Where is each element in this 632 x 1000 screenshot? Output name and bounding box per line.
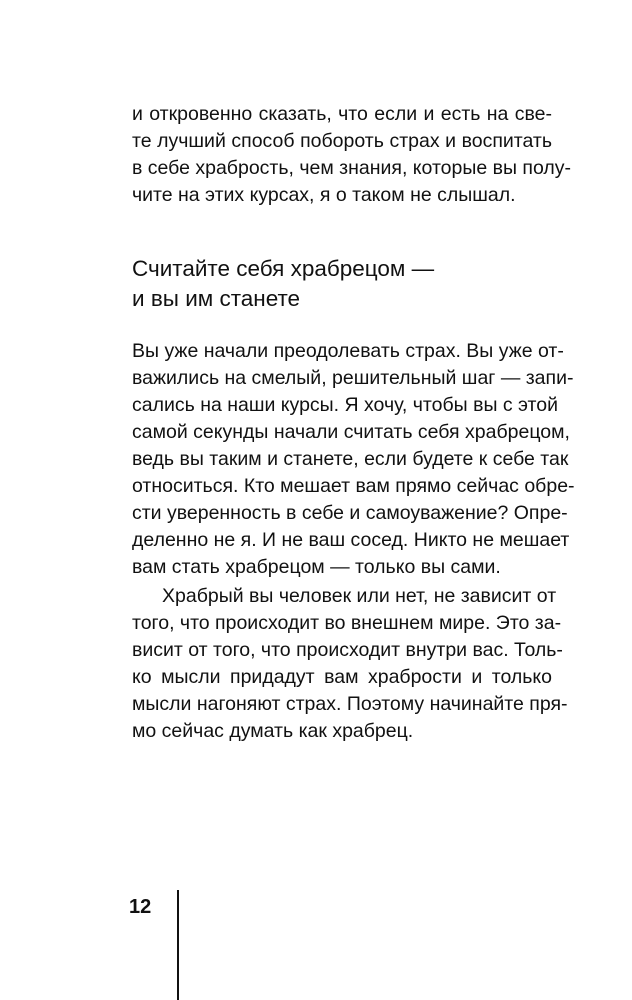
text-line: ко мысли придадут вам храбрости и только	[132, 666, 552, 688]
text-line: и откровенно сказать, что если и есть на све-	[132, 103, 552, 125]
page-number: 12	[129, 896, 152, 918]
text-line: чите на этих курсах, я о таком не слышал.	[132, 184, 516, 206]
text-line: те лучший способ побороть страх и воспитать	[132, 130, 552, 152]
text-line: относиться. Кто мешает вам прямо сейчас обре-	[132, 475, 575, 497]
text-line: сти уверенность в себе и самоуважение? Опре-	[132, 502, 568, 524]
text-line: висит от того, что происходит внутри вас. Толь-	[132, 639, 563, 661]
text-line: ведь вы таким и станете, если будете к себе так	[132, 448, 569, 470]
text-line: важились на смелый, решительный шаг — запи-	[132, 367, 574, 389]
text-line: мо сейчас думать как храбрец.	[132, 720, 414, 742]
text-line: Храбрый вы человек или нет, не зависит от	[162, 585, 557, 607]
text-line: деленно не я. И не ваш сосед. Никто не мешает	[132, 529, 570, 551]
text-line: вам стать храбрецом — только вы сами.	[132, 556, 501, 578]
text-line: самой секунды начали считать себя храбрецом,	[132, 421, 570, 443]
text-line: в себе храбрость, чем знания, которые вы полу-	[132, 157, 572, 179]
footer-divider	[177, 890, 179, 1000]
heading-line: Считайте себя храбрецом —	[132, 256, 435, 281]
text-line: сались на наши курсы. Я хочу, чтобы вы с этой	[132, 394, 559, 416]
text-line: мысли нагоняют страх. Поэтому начинайте пря-	[132, 693, 568, 715]
heading-line: и вы им станете	[132, 286, 301, 311]
text-line: того, что происходит во внешнем мире. Это за-	[132, 612, 562, 634]
text-line: Вы уже начали преодолевать страх. Вы уже от-	[132, 340, 564, 362]
